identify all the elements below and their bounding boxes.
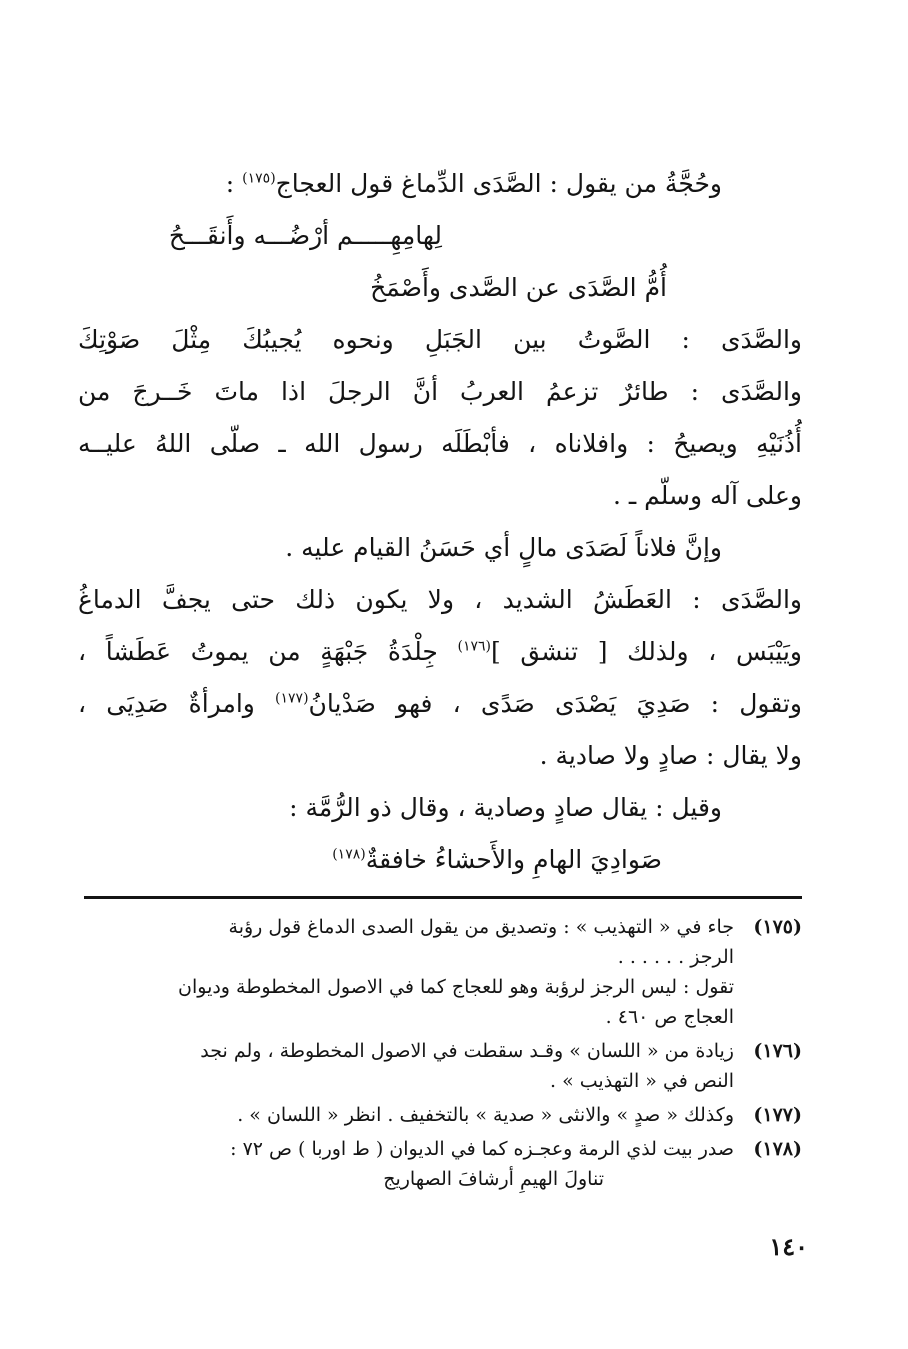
text-line-9: والصَّدَى : العَطَشُ الشديد ، ولا يكون ذلك حتى يجفَّ الدماغُ	[78, 585, 802, 614]
footnote-177	[84, 1100, 802, 1130]
footnote-body	[84, 1134, 734, 1194]
footnote-175	[84, 912, 802, 1032]
verse-line-2: أُمُّ الصَّدَى عن الصَّدى وأَصْمَخُ	[370, 273, 667, 302]
footnote-text: صدر بيت لذي الرمة وعجـزه كما في الديوان ( ط اوربا ) ص ٧٢ :	[230, 1138, 734, 1160]
footnote-remark: تقول : ليس الرجز لرؤبة وهو للعجاج كما في الاصول المخطوطة وديوان	[178, 976, 734, 998]
footnote-number: (١٧٦)	[753, 1040, 802, 1062]
text-line-5: والصَّدَى : طائرٌ تزعمُ العربُ أنَّ الرجلَ اذا ماتَ خَــرجَ من	[78, 377, 802, 406]
footnote-continuation: النص في « التهذيب » .	[550, 1070, 734, 1092]
footnote-ref-176[interactable]: (١٧٦)	[457, 638, 491, 655]
footnote-verse-quote: تناولَ الهيمِ أرشافَ الصهاريج	[383, 1168, 604, 1190]
footnote-178	[84, 1134, 802, 1194]
text-line-1: وحُجَّةُ من يقول : الصَّدَى الدِّماغ قول العجاج$^{(١٧٥)}$ :	[225, 169, 722, 198]
text-line-11: وتقول : صَدِيَ يَصْدَى صَدًى ، فهو صَدْيانُ$^{(١٧٧)}$ وامرأةٌ صَدِيَى ،	[78, 689, 802, 718]
footnote-number: (١٧٥)	[753, 916, 802, 938]
text-line-13: وقيل : يقال صادٍ وصادية ، وقال ذو الرُّمَّة :	[289, 793, 722, 822]
footnote-ref-178[interactable]: (١٧٨)	[332, 846, 366, 863]
footnote-text: زيادة من « اللسان » وقـد سقطت في الاصول المخطوطة ، ولم نجد	[200, 1040, 734, 1062]
text-line-6: أُذُنَيْهِ ويصيحُ : وافلاناه ، فأبْطَلَه رسول الله ـ صلّى اللهُ عليــه	[78, 429, 802, 458]
footnote-176	[84, 1036, 802, 1096]
footnote-body	[84, 912, 734, 1032]
verse-line-3: صَوادِيَ الهامِ والأَحشاءُ خافقةٌ$^{(١٧٨)}$	[332, 845, 662, 874]
text-line-10: ويَيْبَس ، ولذلك [ تنشق ]$^{(١٧٦)}$ جِلْدَةُ جَبْهَةٍ من يموتُ عَطَشاً ،	[78, 637, 802, 666]
footnote-ref-175[interactable]: (١٧٥)	[242, 170, 276, 187]
footnote-text: وكذلك « صدٍ » والانثى « صدية » بالتخفيف . انظر « اللسان » .	[237, 1104, 734, 1126]
text-line-4: والصَّدَى : الصَّوتُ بين الجَبَلِ ونحوه يُجيبُكَ مِثْلَ صَوْتِكَ	[78, 325, 802, 354]
text-line-8: وإنَّ فلاناً لَصَدَى مالٍ أي حَسَنُ القيام عليه .	[285, 533, 722, 562]
footnote-separator	[84, 896, 802, 899]
verse-line-1: لِهامِهِـــــم أرْضُـــه وأَنقَـــحُ	[168, 221, 442, 250]
main-text	[78, 158, 802, 886]
footnote-number: (١٧٨)	[753, 1138, 802, 1160]
footnote-text: جاء في « التهذيب » : وتصديق من يقول الصدى الدماغ قول رؤبة	[228, 916, 734, 938]
text-line-12: ولا يقال : صادٍ ولا صادية .	[539, 741, 802, 770]
footnote-continuation: الرجز . . . . . .	[617, 946, 734, 968]
text-line-7: وعلى آله وسلّم ـ .	[612, 481, 802, 510]
footnote-ref-177[interactable]: (١٧٧)	[275, 690, 309, 707]
page-number: ١٤٠	[769, 1232, 808, 1261]
footnote-number: (١٧٧)	[753, 1104, 802, 1126]
footnote-body	[84, 1036, 734, 1096]
footnotes	[84, 912, 802, 1198]
footnote-remark-continuation: العجاج ص ٤٦٠ .	[605, 1006, 734, 1028]
footnote-body	[84, 1100, 734, 1130]
